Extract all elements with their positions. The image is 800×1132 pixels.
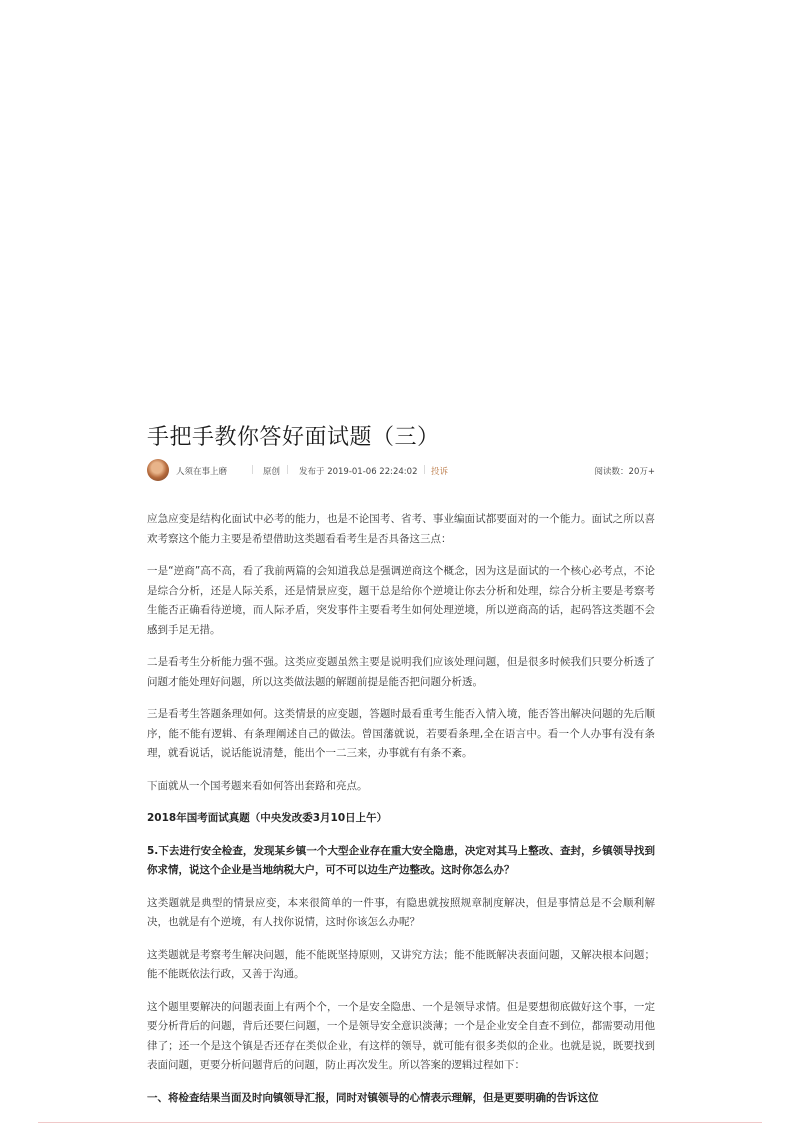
answer-step-heading: 一、将检查结果当面及时向镇领导汇报，同时对镇领导的心情表示理解，但是更要明确的告诉这位 bbox=[147, 1091, 599, 1104]
read-count: 阅读数：20万+ bbox=[594, 467, 655, 477]
complain-link[interactable]: 投诉 bbox=[431, 467, 449, 477]
article-body bbox=[147, 510, 655, 1121]
paragraph: 这类题就是考察考生解决问题，能不能既坚持原则，又讲究方法；能不能既解决表面问题，又解决根本问题；能不能既依法行政，又善于沟通。 bbox=[147, 948, 655, 980]
meta-divider: | bbox=[286, 465, 289, 475]
meta-divider: | bbox=[251, 465, 254, 475]
meta-divider: | bbox=[423, 465, 426, 475]
section-heading: 2018年国考面试真题（中央发改委3月10日上午） bbox=[147, 812, 388, 824]
article-title: 手把手教你答好面试题（三） bbox=[147, 425, 440, 450]
paragraph: 二是看考生分析能力强不强。这类应变题虽然主要是说明我们应该处理问题，但是很多时候我们只要分析透了问题才能处理好问题，所以这类做法题的解题前提是能否把问题分析透。 bbox=[147, 656, 655, 688]
paragraph: 三是看考生答题条理如何。这类情景的应变题，答题时最看重考生能否入情入境，能否答出解决问题的先后顺序，能不能有逻辑、有条理阐述自己的做法。曾国藩就说，若要看条理,全在语言中。看一个人办事有没有条理，就看说话，说话能说清楚，能出个一二三来，办事就有有条不紊。 bbox=[147, 708, 655, 759]
question-text: 5.下去进行安全检查，发现某乡镇一个大型企业存在重大安全隐患，决定对其马上整改、查封，乡镇领导找到你求情，说这个企业是当地纳税大户，可不可以边生产边整改。这时你怎么办？ bbox=[147, 844, 655, 876]
paragraph: 下面就从一个国考题来看如何答出套路和亮点。 bbox=[147, 779, 368, 792]
paragraph: 一是“逆商”高不高，看了我前两篇的会知道我总是强调逆商这个概念，因为这是面试的一个核心必考点，不论是综合分析，还是人际关系，还是情景应变，题干总是给你个逆境让你去分析和处理，综合分析主要是考察考生能否正确看待逆境，而人际矛盾，突发事件主要看考生如何处理逆境，所以逆商高的话，起码答这类题不会感到手足无措。 bbox=[147, 565, 655, 636]
page-divider bbox=[38, 1122, 762, 1123]
paragraph: 这个题里要解决的问题表面上有两个个，一个是安全隐患、一个是领导求情。但是要想彻底做好这个事，一定要分析背后的问题，背后还要仨问题，一个是领导安全意识淡薄；一个是企业安全自查不到位，都需要动用他律了；还一个是这个镇是否还存在类似企业，有这样的领导，就可能有很多类似的企业。也就是说，既要找到表面问题，更要分析问题背后的问题，防止再次发生。所以答案的逻辑过程如下： bbox=[147, 1000, 655, 1071]
article-meta bbox=[147, 459, 655, 483]
author-name[interactable]: 人须在事上磨 bbox=[176, 467, 228, 477]
author-avatar[interactable] bbox=[147, 459, 169, 481]
paragraph: 这类题就是典型的情景应变，本来很简单的一件事，有隐患就按照规章制度解决，但是事情总是不会顺利解决，也就是有个逆境，有人找你说情，这时你该怎么办呢？ bbox=[147, 896, 655, 928]
original-badge: 原创 bbox=[263, 467, 281, 477]
publish-time: 发布于 2019-01-06 22:24:02 bbox=[299, 467, 418, 477]
paragraph: 应急应变是结构化面试中必考的能力，也是不论国考、省考、事业编面试都要面对的一个能力。面试之所以喜欢考察这个能力主要是希望借助这类题看看考生是否具备这三点： bbox=[147, 513, 655, 545]
